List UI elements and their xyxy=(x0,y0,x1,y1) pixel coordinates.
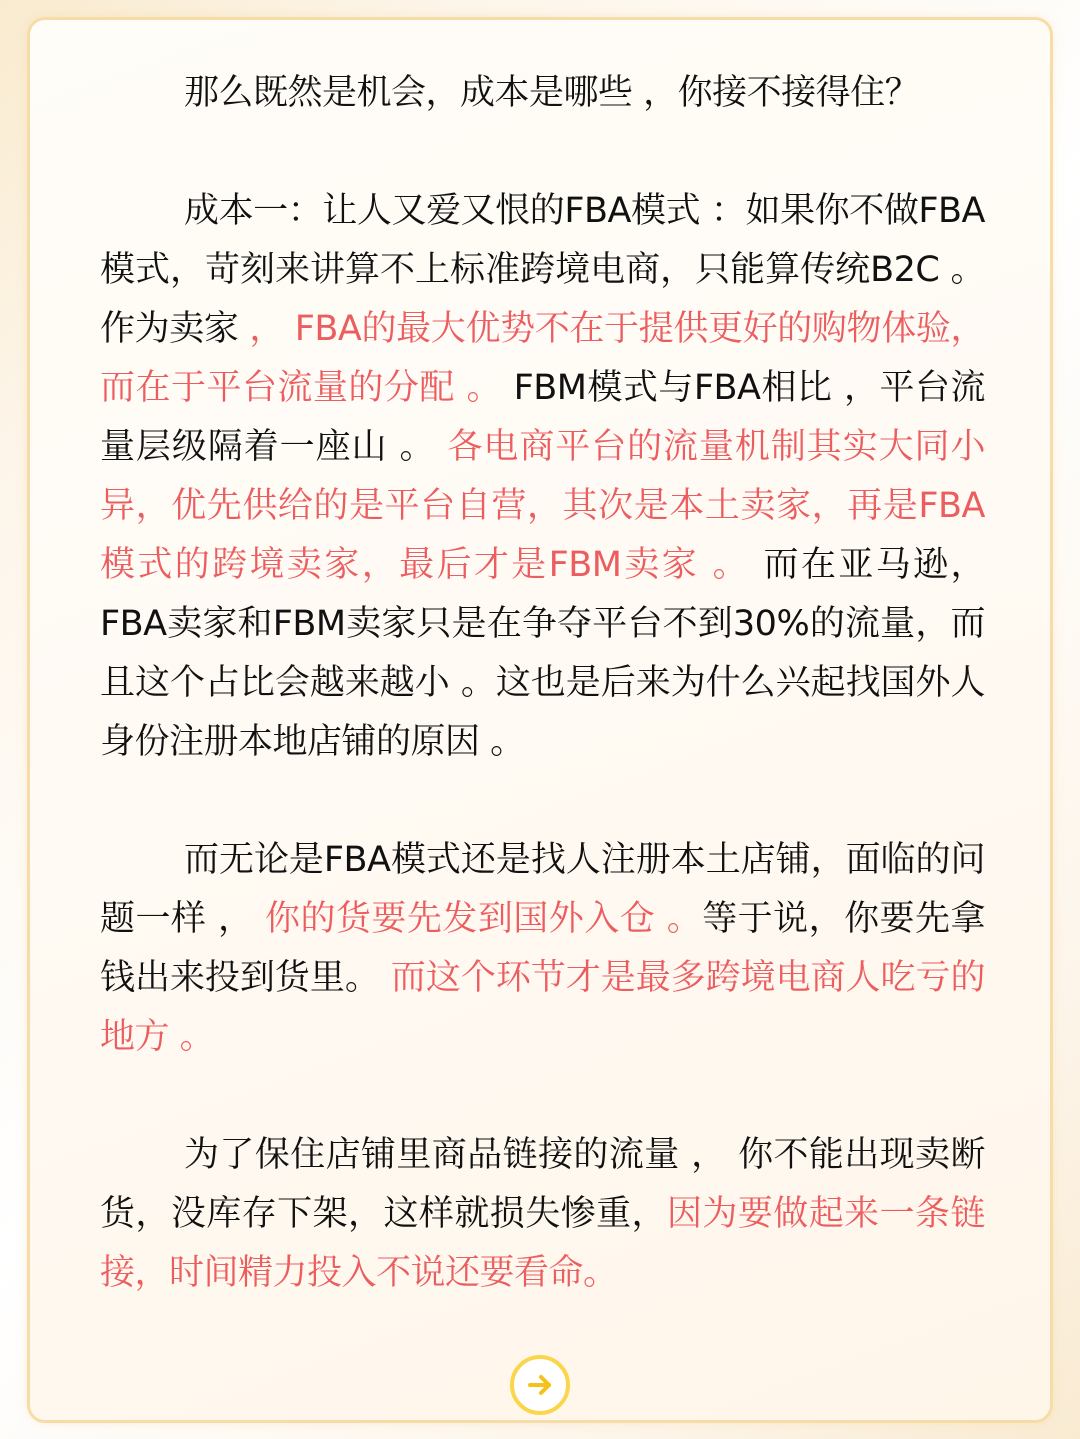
highlight-segment: 而这个环节才是最多跨境电商人吃亏的地方 。 xyxy=(100,958,985,1057)
paragraph-stock xyxy=(100,1126,985,1303)
text-segment: 而无论是FBA模式还是找人注册本土店铺，面临的问题一样 ， xyxy=(100,840,985,939)
article-body xyxy=(100,64,985,1303)
next-page-button[interactable] xyxy=(510,1355,570,1415)
paragraph-inventory xyxy=(100,831,985,1067)
arrow-right-icon xyxy=(524,1369,556,1401)
paragraph-cost-one xyxy=(100,182,985,772)
text-segment: FBM模式与FBA相比 ，平台流量层级隔着一座山 。 xyxy=(100,368,985,467)
text-segment: 为了保住店铺里商品链接的流量 ， 你不能出现卖断货，没库存下架，这样就损失惨重， xyxy=(100,1135,985,1234)
highlight-segment: 各电商平台的流量机制其实大同小异，优先供给的是平台自营，其次是本土卖家，再是FBA模式的跨境卖家，最后才是FBM卖家 。 xyxy=(100,427,985,585)
text-segment: 成本一：让人又爱又恨的FBA模式 ：如果你不做FBA模式，苛刻来讲算不上标准跨境电商，只能算传统B2C 。作为卖家 xyxy=(100,191,985,349)
text-segment: 那么既然是机会，成本是哪些 ，你接不接得住？ xyxy=(184,73,920,113)
highlight-segment: ， FBA的最大优势不在于提供更好的购物体验，而在于平台流量的分配 。 xyxy=(100,309,985,408)
paragraph-intro xyxy=(100,64,985,123)
highlight-segment: 你的货要先发到国外入仓 。 xyxy=(253,899,703,939)
highlight-segment: 因为要做起来一条链接，时间精力投入不说还要看命。 xyxy=(100,1194,985,1293)
text-segment: 等于说，你要先拿钱出来投到货里。 xyxy=(100,899,985,998)
text-segment: 而在亚马逊，FBA卖家和FBM卖家只是在争夺平台不到30%的流量，而且这个占比会越来越小 。这也是后来为什么兴起找国外人身份注册本地店铺的原因 。 xyxy=(100,545,985,762)
